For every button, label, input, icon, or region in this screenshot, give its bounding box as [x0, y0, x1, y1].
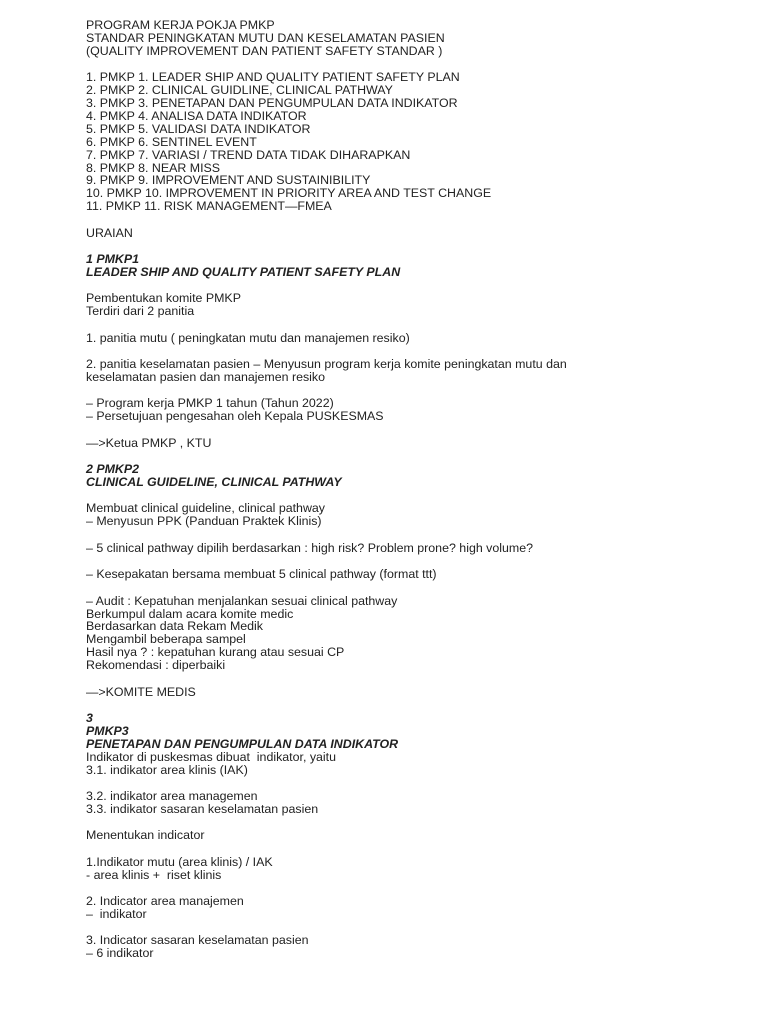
paragraph-line: Indikator di puskesmas dibuat indikator, yaitu	[86, 749, 337, 764]
doc-title-line-3: (QUALITY IMPROVEMENT DAN PATIENT SAFETY STANDAR )	[86, 43, 443, 58]
doc-title-line-1: PROGRAM KERJA POKJA PMKP	[86, 18, 275, 32]
section-2-title: CLINICAL GUIDELINE, CLINICAL PATHWAY	[86, 475, 342, 490]
paragraph-line: Pembentukan komite PMKP	[86, 291, 241, 306]
paragraph-line: – Persetujuan pengesahan oleh Kepala PUSKESMAS	[86, 409, 384, 424]
toc-item: 2. PMKP 2. CLINICAL GUIDLINE, CLINICAL PATHWAY	[86, 83, 393, 98]
section-1-number: 1 PMKP1	[86, 252, 140, 267]
paragraph-line: Berdasarkan data Rekam Medik	[86, 619, 263, 634]
toc-item: 9. PMKP 9. IMPROVEMENT AND SUSTAINIBILITY	[86, 173, 371, 188]
paragraph-line: Rekomendasi : diperbaiki	[86, 658, 226, 673]
toc-item: 7. PMKP 7. VARIASI / TREND DATA TIDAK DIHARAPKAN	[86, 147, 411, 162]
toc-item: 11. PMKP 11. RISK MANAGEMENT—FMEA	[86, 199, 332, 214]
toc-item: 8. PMKP 8. NEAR MISS	[86, 160, 221, 175]
paragraph-line: – Audit : Kepatuhan menjalankan sesuai clinical pathway	[86, 593, 398, 608]
paragraph-line: 1. panitia mutu ( peningkatan mutu dan manajemen resiko)	[86, 330, 410, 345]
paragraph-line: Terdiri dari 2 panitia	[86, 304, 195, 319]
toc-item: 1. PMKP 1. LEADER SHIP AND QUALITY PATIENT SAFETY PLAN	[86, 70, 460, 85]
section-2-number: 2 PMKP2	[86, 462, 140, 477]
paragraph-line: – Menyusun PPK (Panduan Praktek Klinis)	[86, 514, 322, 529]
paragraph-line: 3. Indicator sasaran keselamatan pasien	[86, 933, 309, 948]
paragraph-line: 3.2. indikator area managemen	[86, 788, 258, 803]
section-3-title: PENETAPAN DAN PENGUMPULAN DATA INDIKATOR	[86, 736, 399, 751]
toc-item: 3. PMKP 3. PENETAPAN DAN PENGUMPULAN DATA INDIKATOR	[86, 96, 458, 111]
section-3-number: 3	[86, 710, 93, 725]
paragraph-line: 3.3. indikator sasaran keselamatan pasien	[86, 801, 319, 816]
paragraph-line: Membuat clinical guideline, clinical pathway	[86, 501, 325, 516]
toc-item: 5. PMKP 5. VALIDASI DATA INDIKATOR	[86, 121, 311, 136]
paragraph-line: Hasil nya ? : kepatuhan kurang atau sesuai CP	[86, 645, 345, 660]
toc-item: 10. PMKP 10. IMPROVEMENT IN PRIORITY AREA AND TEST CHANGE	[86, 186, 492, 201]
doc-title-line-2: STANDAR PENINGKATAN MUTU DAN KESELAMATAN PASIEN	[86, 30, 445, 45]
paragraph-line: – indikator	[86, 906, 147, 921]
paragraph-line: 2. panitia keselamatan pasien – Menyusun program kerja komite peningkatan mutu dan	[86, 357, 567, 372]
toc-list	[86, 71, 726, 213]
paragraph-line: - area klinis + riset klinis	[86, 867, 222, 882]
uraian-heading: URAIAN	[86, 225, 133, 240]
paragraph-line: Menentukan indicator	[86, 828, 205, 843]
responsible-line: —>Ketua PMKP , KTU	[86, 435, 212, 450]
responsible-line: —>KOMITE MEDIS	[86, 684, 196, 699]
paragraph-line: Mengambil beberapa sampel	[86, 632, 246, 647]
paragraph-line: keselamatan pasien dan manajemen resiko	[86, 370, 326, 385]
paragraph-line: Berkumpul dalam acara komite medic	[86, 606, 294, 621]
paragraph-line: – 6 indikator	[86, 946, 154, 961]
paragraph-line: – Program kerja PMKP 1 tahun (Tahun 2022)	[86, 396, 334, 411]
section-1-title: LEADER SHIP AND QUALITY PATIENT SAFETY PLAN	[86, 265, 401, 279]
paragraph-line: 3.1. indikator area klinis (IAK)	[86, 762, 248, 777]
toc-item: 4. PMKP 4. ANALISA DATA INDIKATOR	[86, 108, 307, 123]
paragraph-line: – Kesepakatan bersama membuat 5 clinical pathway (format ttt)	[86, 567, 437, 582]
paragraph-line: – 5 clinical pathway dipilih berdasarkan : high risk? Problem prone? high volume?	[86, 540, 534, 555]
paragraph-line: 1.Indikator mutu (area klinis) / IAK	[86, 854, 273, 869]
document-body	[86, 19, 726, 960]
toc-item: 6. PMKP 6. SENTINEL EVENT	[86, 134, 257, 149]
section-3-subnumber: PMKP3	[86, 723, 129, 738]
paragraph-line: 2. Indicator area manajemen	[86, 894, 244, 908]
